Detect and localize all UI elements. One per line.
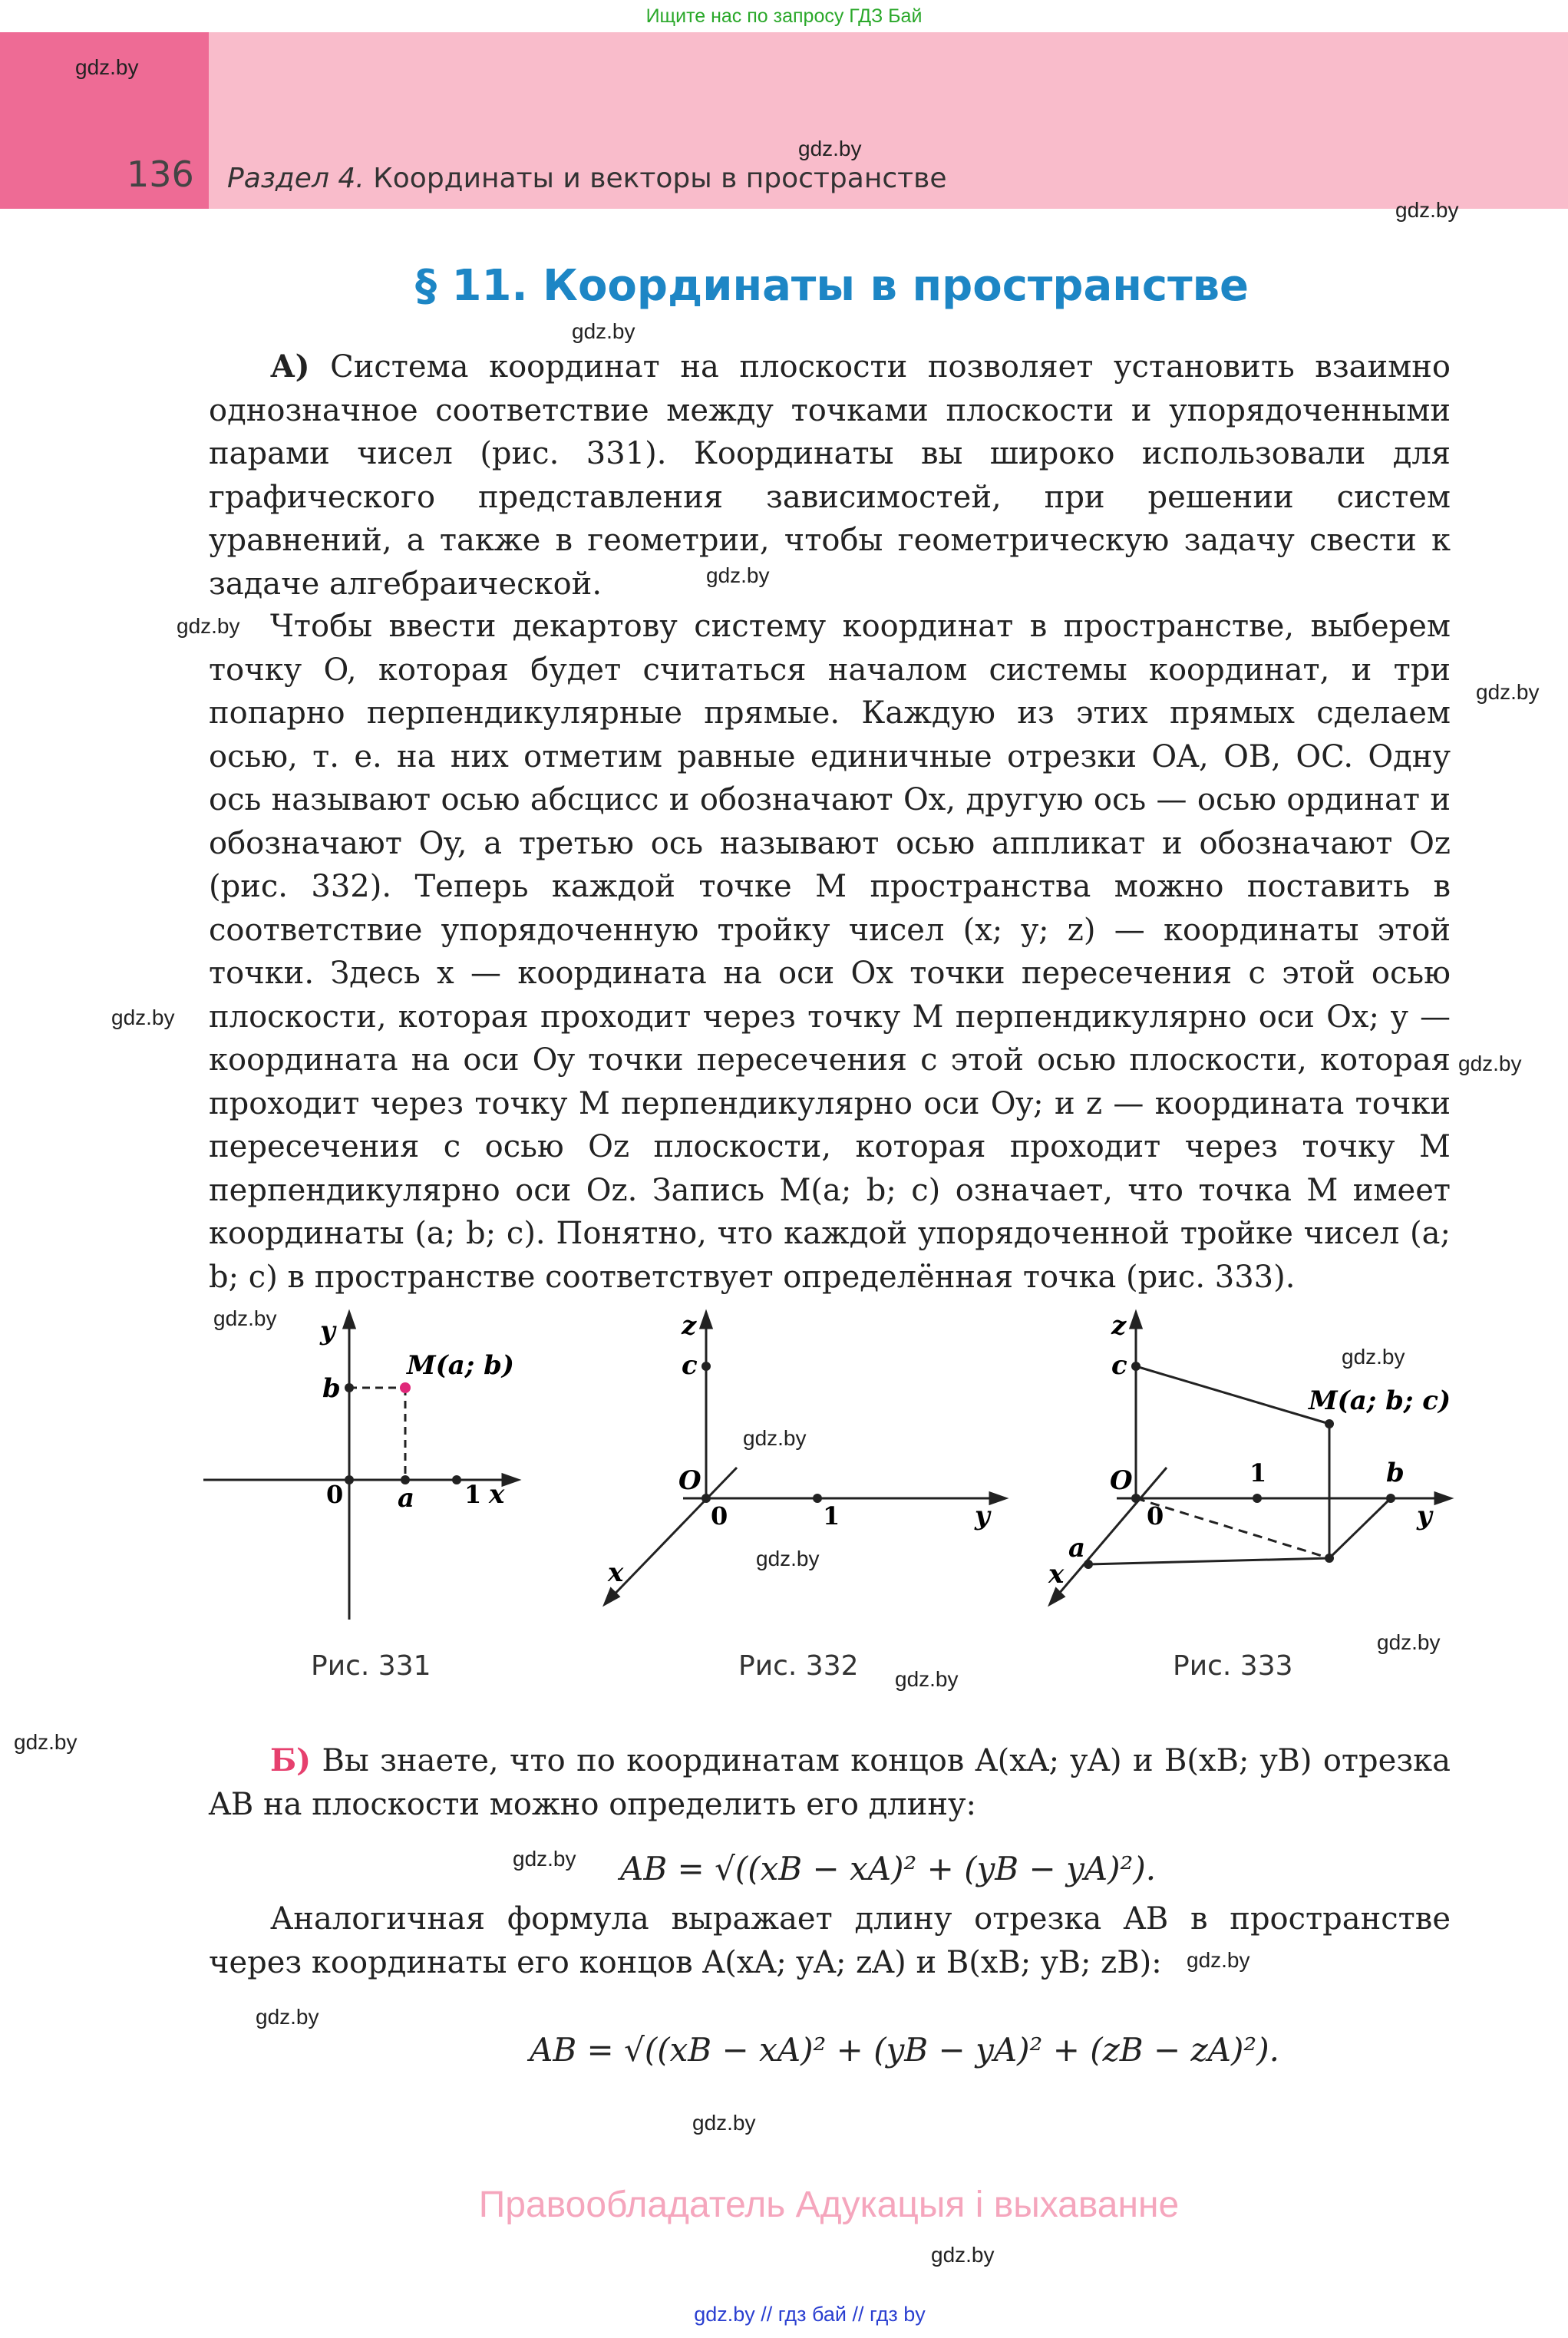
caption-332: Рис. 332 [738, 1650, 859, 1682]
label-z: z [1111, 1310, 1127, 1341]
paragraph-b-text: Вы знаете, что по координатам концов A(xA; yA) и B(xB; yB) отрезка AB на плоскости можно определить его длину: [209, 1743, 1451, 1822]
label-zero: 0 [1147, 1501, 1164, 1531]
c-dot [1131, 1362, 1141, 1371]
point-m [1325, 1419, 1334, 1428]
label-one: 1 [464, 1480, 482, 1509]
label-o: O [678, 1465, 701, 1496]
paragraph-a [209, 345, 1451, 606]
one-dot [452, 1475, 461, 1484]
watermark: gdz.by [743, 1426, 807, 1450]
caption-331: Рис. 331 [311, 1650, 431, 1682]
label-one: 1 [823, 1501, 840, 1531]
label-y: y [975, 1501, 990, 1531]
label-y: y [320, 1316, 335, 1346]
watermark: gdz.by [177, 614, 240, 638]
y-arrow [344, 1313, 355, 1328]
page-number: 136 [127, 154, 194, 195]
paragraph-a2-text: Чтобы ввести декартову систему координат в пространстве, выберем точку O, которая будет считаться началом системы координат, и три попарно перпендикулярные прямые. Каждую из этих прямых сделаем осью, т. е. на них отметим равные единичные отрезки OA, OB, OC. Одну ось называют осью абсцисс и обозначают Ox, другую ось — осью ординат и обозначают Oy, а третью ось называют осью аппликат и обозначают Oz (рис. 332). Теперь каждой точке M пространства можно поставить в соответствие упорядоченную тройку чисел (x; y; z) — координаты этой точки. Здесь x — координата на оси Ox точки пересечения с этой осью плоскости, которая проходит через точку M перпендикулярно оси Ox; y — координата на оси Oy точки пересечения с этой осью плоскости, которая проходит через точку M перпендикулярно оси Oy; и z — координата точки пересечения с осью Oz плоскости, которая проходит через точку M перпендикулярно оси Oz. Запись M(a; b; c) означает, что точка M имеет координаты (a; b; c). Понятно, что каждой упорядоченной тройке чисел (a; b; c) в пространстве соответствует определённая точка (рис. 333). [209, 609, 1451, 1295]
x-axis [605, 1468, 737, 1604]
b-dot [1386, 1494, 1395, 1503]
watermark: gdz.by [756, 1547, 820, 1570]
origin-dot [701, 1494, 711, 1503]
label-x: x [489, 1479, 505, 1510]
line-b-proj [1329, 1498, 1391, 1558]
watermark: gdz.by [895, 1667, 959, 1691]
label-x: x [1048, 1559, 1065, 1590]
label-a: a [1068, 1533, 1086, 1564]
z-arrow [701, 1313, 711, 1328]
line-a-proj [1088, 1558, 1329, 1564]
label-o: O [1110, 1465, 1133, 1496]
label-c: c [682, 1350, 698, 1381]
y-arrow [1435, 1493, 1451, 1504]
watermark: gdz.by [692, 2111, 756, 2135]
dashed-o-proj [1136, 1498, 1329, 1558]
label-c: c [1111, 1350, 1127, 1381]
watermark: gdz.by [798, 137, 862, 160]
label-one: 1 [1249, 1458, 1267, 1488]
label-x: x [608, 1557, 624, 1588]
watermark: gdz.by [1458, 1052, 1522, 1075]
watermark: gdz.by [1377, 1630, 1441, 1654]
label-zero: 0 [711, 1501, 728, 1531]
formula-plane: AB = √((xB − xA)² + (yB − yA)²). [620, 1850, 1157, 1887]
watermark: gdz.by [572, 319, 635, 343]
paragraph-a2 [209, 605, 1451, 1299]
section-label: Раздел 4. [227, 163, 365, 194]
label-zero: 0 [326, 1480, 344, 1509]
b-dot [345, 1383, 354, 1392]
origin-dot [1131, 1494, 1141, 1503]
y-arrow [990, 1493, 1005, 1504]
z-arrow [1131, 1313, 1141, 1328]
footer-links[interactable]: gdz.by // гдз бай // гдз by [694, 2303, 926, 2326]
one-dot [813, 1494, 822, 1503]
line-c-m [1136, 1366, 1329, 1424]
watermark: gdz.by [1476, 680, 1540, 704]
paragraph-b-letter: Б) [270, 1742, 312, 1778]
copyright-notice: Правообладатель Адукацыя і выхаванне [478, 2184, 1180, 2225]
formula-space: AB = √((xB − xA)² + (yB − yA)² + (zB − zA)²). [530, 2031, 1279, 2069]
watermark: gdz.by [14, 1730, 78, 1754]
x-arrow [503, 1474, 518, 1485]
watermark: gdz.by [256, 2005, 319, 2029]
watermark: gdz.by [1395, 198, 1459, 222]
label-point: M(a; b; c) [1309, 1385, 1451, 1416]
paragraph-b2-text: Аналогичная формула выражает длину отрезка AB в пространстве через координаты его концов A(xA; yA; zA) и B(xB; yB; zB): [209, 1901, 1451, 1980]
watermark: gdz.by [75, 55, 139, 79]
label-y: y [1417, 1501, 1432, 1531]
label-a: a [398, 1483, 415, 1514]
top-banner[interactable]: Ищите нас по запросу ГДЗ Бай [645, 5, 923, 27]
paragraph-a-letter: А) [270, 348, 310, 385]
watermark: gdz.by [1342, 1345, 1405, 1369]
section-title [227, 163, 946, 194]
figure-332 [599, 1297, 1013, 1620]
paragraph-a-text: Система координат на плоскости позволяет установить взаимно однозначное соответствие между точками плоскости и упорядоченными парами чисел (рис. 331). Координаты вы широко использовали для графического представления зависимостей, при решении систем уравнений, а также в геометрии, чтобы геометрическую задачу свести к задаче алгебраической. [209, 349, 1451, 602]
one-dot [1253, 1494, 1262, 1503]
figure-331 [196, 1297, 533, 1635]
origin-dot [345, 1475, 354, 1484]
point-m [400, 1382, 411, 1393]
paragraph-b [209, 1739, 1451, 1826]
label-b: b [322, 1373, 341, 1404]
figure-333 [1044, 1297, 1458, 1620]
label-point: M(a; b) [407, 1350, 515, 1381]
paragraph-b2 [209, 1897, 1451, 1984]
watermark: gdz.by [1187, 1948, 1250, 1972]
watermark: gdz.by [513, 1847, 576, 1871]
x-axis [1050, 1468, 1167, 1604]
c-dot [701, 1362, 711, 1371]
page-title: § 11. Координаты в пространстве [414, 261, 1249, 311]
label-z: z [682, 1310, 697, 1341]
watermark: gdz.by [931, 2243, 995, 2267]
label-b: b [1386, 1458, 1405, 1488]
projection-dot [1325, 1554, 1334, 1563]
caption-333: Рис. 333 [1173, 1650, 1293, 1682]
watermark: gdz.by [213, 1306, 277, 1330]
watermark: gdz.by [111, 1006, 175, 1029]
section-name: Координаты и векторы в пространстве [373, 163, 947, 194]
watermark: gdz.by [706, 563, 770, 587]
